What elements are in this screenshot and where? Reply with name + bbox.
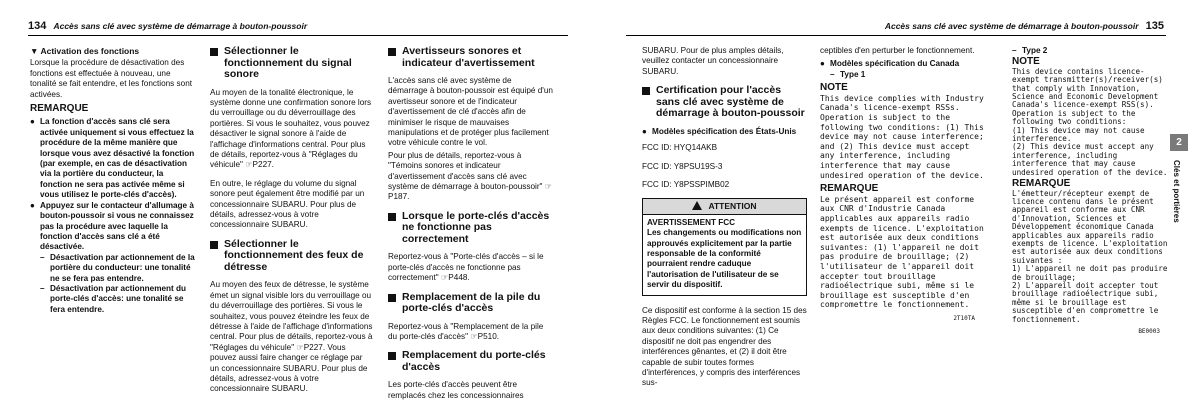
bullet-item: ● Appuyez sur le contacteur d'allumage à bouton-poussoir si vous ne connaissez pas la procédure avec laquelle la fonction d'accès sans clé a été désactivée.: [30, 200, 194, 252]
paragraph: ceptibles d'en perturber le fonctionnement.: [820, 46, 975, 55]
left-col-3: [388, 46, 553, 409]
dash-item: – Type 2: [1012, 46, 1048, 55]
paragraph: En outre, le réglage du volume du signal sonore peut également être modifié par un concessionnaire SUBARU. Pour plus de détails, adressez-vous à votre concessionnaire SUBARU.: [210, 178, 365, 230]
right-col-1: [642, 46, 807, 397]
paragraph: Au moyen des feux de détresse, le système émet un signal visible lors du verrouillage ou du déverrouillage des portières. Si vous le souhaitez, vous pouvez éteindre les feux de détresse à l'aide de l'affichage d'informations central. Pour plus de détails, reportez-vous à "Réglages du véhicule" ☞P227. Vous pouvez aussi faire changer ce réglage par un concessionnaire SUBARU. Pour plus de détails, adressez-vous à votre concessionnaire SUBARU.: [210, 280, 373, 394]
left-col-1: [30, 46, 197, 315]
canada-type1-notice: NOTE This device complies with Industry Canada's licence-exempt RSSs. Operation is subject to the following two conditions: (1) This device may not cause interference; and (2) This device must accept any interference, including interference that may cause undesired operation of the device. REMARQUE Le présent appareil est conforme aux CNR d'Industrie Canada applicables aux appareils radio exempts de licence. L'exploitation est autorisée aux deux conditions suivantes: (1) l'appareil ne doit pas produire de brouillage; (2) l'utilisateur de l'appareil doit accepter tout brouillage radioélectrique subi, même si le brouillage est susceptible d'en compromettre le fonctionnement. 2T10TA: [820, 82, 984, 322]
section-heading: Sélectionner le fonctionnement des feux de détresse: [210, 239, 373, 274]
bullet-item: ● Modèles spécification des États-Unis: [642, 126, 797, 136]
chapter-tab: 2: [1170, 134, 1188, 151]
header-title: Accès sans clé avec système de démarrage à bouton-poussoir: [53, 21, 308, 31]
dash-item: – Désactivation par actionnement de la portière du conducteur: une tonalité ne se fera pas entendre.: [40, 252, 195, 283]
dash-item: – Désactivation par actionnement du porte-clés d'accès: une tonalité se fera entendre.: [40, 283, 187, 314]
canada-type2-notice: NOTE This device contains licence-exempt transmitter(s)/receiver(s) that comply with Innovation, Science and Economic Development Canada's licence-exempt RSS(s). Operation is subject to the following two conditions: (1) This device may not cause interference. (2) This device must accept any interference, including interference that may cause undesired operation of the device. REMARQUE L'émetteur/récepteur exempt de licence contenu dans le présent appareil est conforme aux CNR d'Innovation, Sciences et Développement économique Canada applicables aux appareils radio exempts de licence. L'exploitation est autorisée aux deux conditions suivantes : 1) L'appareil ne doit pas produire de brouillage; 2) L'appareil doit accepter tout brouillage radioélectrique subi, même si le brouillage est susceptible d'en compromettre le fonctionnement. BE0003: [1012, 56, 1168, 335]
dash-item: – Type 1: [830, 69, 866, 79]
paragraph: L'accès sans clé avec système de démarrage à bouton-poussoir est équipé d'un avertisseur sonore et de l'indicateur d'avertissement de clé d'accès afin de minimiser le risque de mauvaises manipulations et de protéger plus facilement votre véhicule contre le vol.: [388, 76, 553, 148]
section-heading: Avertisseurs sonores et indicateur d'avertissement: [388, 46, 553, 69]
paragraph: Reportez-vous à "Porte-clés d'accès – si le porte-clés d'accès ne fonctionne pas correctement" ☞P448.: [388, 252, 544, 283]
paragraph: Les porte-clés d'accès peuvent être remplacés chez les concessionnaires: [388, 380, 524, 400]
page-number: 135: [1145, 20, 1164, 32]
header-title: Accès sans clé avec système de démarrage à bouton-poussoir: [884, 21, 1139, 31]
attention-header: ATTENTION: [643, 199, 806, 214]
paragraph: Pour plus de détails, reportez-vous à "Témoins sonores et indicateur d'avertissement d'accès sans clé avec système de démarrage à bouton-poussoir" ☞P187.: [388, 150, 553, 202]
left-col-2: [210, 46, 373, 403]
paragraph: SUBARU. Pour de plus amples détails, veuillez contacter un concessionnaire SUBARU.: [642, 46, 784, 76]
chapter-label: Clés et portières: [1172, 160, 1181, 223]
fcc-id: FCC ID: HYQ14AKB: [642, 143, 718, 153]
right-page: [614, 0, 1194, 400]
left-page: [0, 0, 580, 400]
attention-box: [642, 198, 807, 295]
warning-icon: [692, 201, 702, 210]
section-heading: Certification pour l'accès sans clé avec système de démarrage à bouton-poussoir: [642, 85, 807, 120]
bullet-item: ● La fonction d'accès sans clé sera activée uniquement si vous effectuez la procédure de la même manière que lorsque vous avez désactivé la fonction (par exemple, en cas de désactivation via la portière du conducteur, la fonction ne sera pas activée même si vous utilisez le porte-clés d'accès).: [30, 117, 195, 200]
fcc-id: FCC ID: Y8PSU19S-3: [642, 161, 723, 171]
section-title: ▼ Activation des fonctions: [30, 46, 140, 56]
header-rule: [626, 35, 1166, 36]
page-number: 134: [28, 20, 47, 32]
header-rule: [28, 35, 568, 36]
section-heading: Remplacement de la pile du porte-clés d'accès: [388, 292, 553, 315]
fcc-id: FCC ID: Y8PSSPIMB02: [642, 179, 730, 189]
section-heading: Remplacement du porte-clés d'accès: [388, 350, 553, 373]
right-col-3: [1012, 46, 1170, 336]
right-col-2: [820, 46, 985, 323]
right-header: [885, 20, 1164, 32]
paragraph: Ce dispositif est conforme à la section 15 des Règles FCC. Le fonctionnement est soumis aux deux conditions suivantes: (1) Ce dispositif ne doit pas engendrer des interférences gênantes, et (2) il doit être capable de subir toutes formes d'interférences, y compris des interférences sus-: [642, 305, 807, 388]
paragraph: Au moyen de la tonalité électronique, le système donne une confirmation sonore lors du verrouillage ou du déverrouillage des portières. Si vous le souhaitez, vous pouvez désactiver le signal sonore à l'aide de l'affichage d'informations central. Pour plus de détails, reportez-vous à "Réglages du véhicule" ☞P227.: [210, 87, 372, 170]
bullet-item: ● Modèles spécification du Canada: [820, 59, 960, 69]
attention-body: AVERTISSEMENT FCC Les changements ou modifications non approuvés explicitement par la partie responsable de la conformité pourraient rendre caduque l'autorisation de l'utilisateur de se servir du dispositif.: [647, 217, 802, 290]
section-heading: Sélectionner le fonctionnement du signal sonore: [210, 46, 373, 81]
section-heading: Lorsque le porte-clés d'accès ne fonctionne pas correctement: [388, 211, 553, 246]
left-header: [28, 20, 307, 32]
paragraph: Lorsque la procédure de désactivation des fonctions est effectuée à nouveau, une tonalité se fait entendre, et les fonctions sont activées.: [30, 58, 193, 99]
remarque-title: REMARQUE: [30, 103, 89, 115]
paragraph: Reportez-vous à "Remplacement de la pile du porte-clés d'accès" ☞P510.: [388, 321, 544, 341]
